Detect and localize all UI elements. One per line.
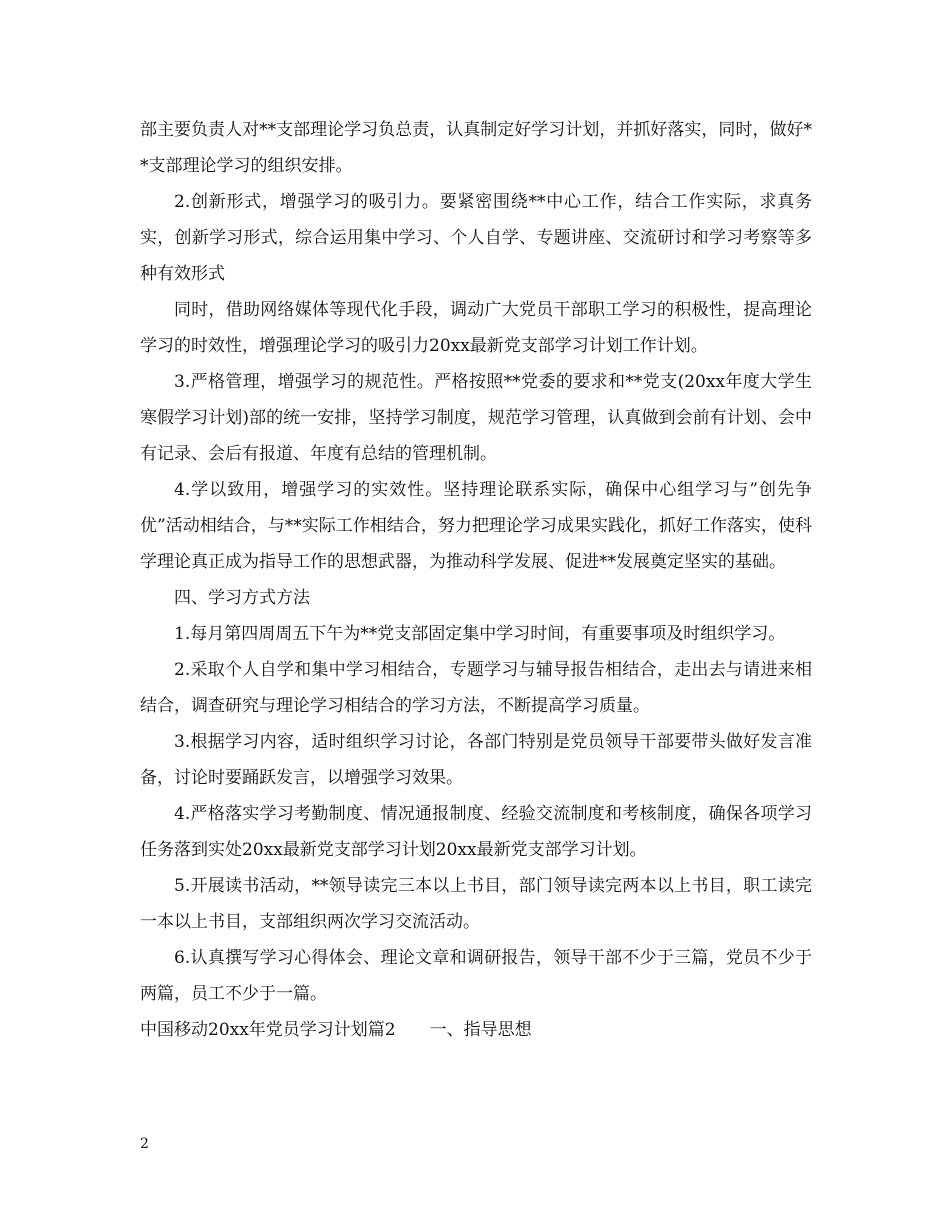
paragraph-7: 1.每月第四周周五下午为**党支部固定集中学习时间，有重要事项及时组织学习。 — [174, 624, 786, 644]
paragraph-10: 4.严格落实学习考勤制度、情况通报制度、经验交流制度和考核制度，确保各项学习任务落到实处20xx最新党支部学习计划20xx最新党支部学习计划。 — [140, 804, 812, 860]
paragraph-8: 2.采取个人自学和集中学习相结合，专题学习与辅导报告相结合，走出去与请进来相结合，调查研究与理论学习相结合的学习方法，不断提高学习质量。 — [140, 660, 812, 716]
closing-line: 中国移动20xx年党员学习计划篇2 一、指导思想 — [140, 1020, 532, 1040]
paragraph-4: 3.严格管理，增强学习的规范性。严格按照**党委的要求和**党支(20xx年度大学生寒假学习计划)部的统一安排，坚持学习制度，规范学习管理，认真做到会前有计划、会中有记录、会后有报道、年度有总结的管理机制。 — [140, 372, 812, 464]
document-body — [140, 112, 812, 1048]
paragraph-2: 2.创新形式，增强学习的吸引力。要紧密围绕**中心工作，结合工作实际，求真务实，创新学习形式，综合运用集中学习、个人自学、专题讲座、交流研讨和学习考察等多种有效形式 — [140, 192, 812, 284]
paragraph-11: 5.开展读书活动，**领导读完三本以上书目，部门领导读完两本以上书目，职工读完一本以上书目，支部组织两次学习交流活动。 — [140, 876, 812, 932]
section-heading-methods: 四、学习方式方法 — [174, 588, 310, 608]
paragraph-9: 3.根据学习内容，适时组织学习讨论，各部门特别是党员领导干部要带头做好发言准备，讨论时要踊跃发言，以增强学习效果。 — [140, 732, 812, 788]
paragraph-1: 部主要负责人对**支部理论学习负总责，认真制定好学习计划，并抓好落实，同时，做好**支部理论学习的组织安排。 — [140, 120, 812, 176]
page-number: 2 — [140, 1136, 149, 1152]
paragraph-3: 同时，借助网络媒体等现代化手段，调动广大党员干部职工学习的积极性，提高理论学习的时效性，增强理论学习的吸引力20xx最新党支部学习计划工作计划。 — [140, 300, 812, 356]
paragraph-12: 6.认真撰写学习心得体会、理论文章和调研报告，领导干部不少于三篇，党员不少于两篇，员工不少于一篇。 — [140, 948, 812, 1004]
paragraph-5: 4.学以致用，增强学习的实效性。坚持理论联系实际，确保中心组学习与”创先争优”活动相结合，与**实际工作相结合，努力把理论学习成果实践化，抓好工作落实，使科学理论真正成为指导工作的思想武器，为推动科学发展、促进**发展奠定坚实的基础。 — [140, 480, 812, 572]
